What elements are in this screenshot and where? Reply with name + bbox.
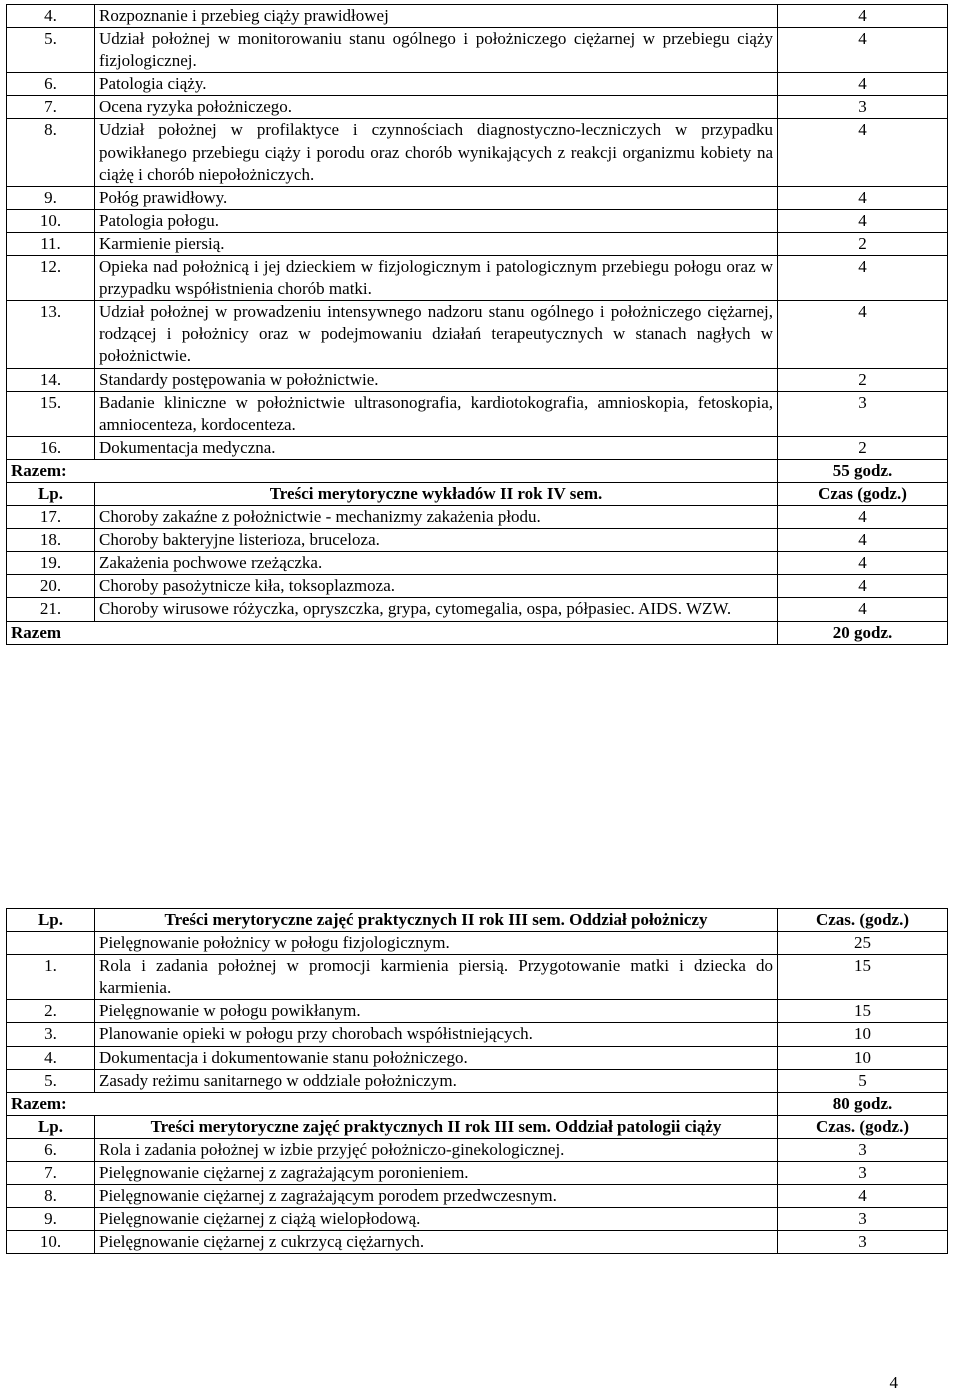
- practical1-row: [7, 955, 948, 1000]
- header-number: Lp.: [7, 909, 95, 932]
- lecture-row: [7, 436, 948, 459]
- row-number: 3.: [7, 1023, 95, 1046]
- row-number: 1.: [7, 955, 95, 1000]
- row-topic: Pielęgnowanie ciężarnej z ciążą wielopłodową.: [95, 1208, 778, 1231]
- row-hours: 2: [778, 436, 948, 459]
- row-hours: 2: [778, 368, 948, 391]
- row-hours: 4: [778, 1185, 948, 1208]
- row-topic: Patologia ciąży.: [95, 73, 778, 96]
- row-topic: Choroby wirusowe różyczka, opryszczka, grypa, cytomegalia, ospa, półpasiec. AIDS. WZW.: [95, 598, 778, 621]
- lecture-total-row: [7, 459, 948, 482]
- row-topic: Rola i zadania położnej w izbie przyjęć położniczo-ginekologicznej.: [95, 1138, 778, 1161]
- practical1-row: [7, 1000, 948, 1023]
- header-hours: Czas. (godz.): [778, 909, 948, 932]
- row-number: 21.: [7, 598, 95, 621]
- row-hours: 4: [778, 186, 948, 209]
- row-topic: Planowanie opieki w połogu przy chorobach współistniejących.: [95, 1023, 778, 1046]
- lecture-row: [7, 301, 948, 368]
- row-topic: Choroby bakteryjne listerioza, bruceloza.: [95, 529, 778, 552]
- lecture-table: [6, 4, 948, 645]
- row-number: 2.: [7, 1000, 95, 1023]
- row-hours: 3: [778, 1231, 948, 1254]
- lecture-row: [7, 368, 948, 391]
- row-topic: Zakażenia pochwowe rzeżączka.: [95, 552, 778, 575]
- row-number: 6.: [7, 1138, 95, 1161]
- row-topic: Karmienie piersią.: [95, 232, 778, 255]
- lecture-row: [7, 119, 948, 186]
- row-hours: 3: [778, 96, 948, 119]
- row-number: 9.: [7, 1208, 95, 1231]
- row-number: 14.: [7, 368, 95, 391]
- lecture2-row: [7, 529, 948, 552]
- practical2-row: [7, 1162, 948, 1185]
- row-topic: Choroby pasożytnicze kiła, toksoplazmoza.: [95, 575, 778, 598]
- row-hours: 4: [778, 119, 948, 186]
- lecture2-row: [7, 552, 948, 575]
- row-number: 20.: [7, 575, 95, 598]
- lecture-row: [7, 391, 948, 436]
- row-hours: 3: [778, 1138, 948, 1161]
- row-hours: 4: [778, 506, 948, 529]
- row-number: 9.: [7, 186, 95, 209]
- row-hours: 3: [778, 391, 948, 436]
- lecture-row: [7, 186, 948, 209]
- practical1-row: [7, 1069, 948, 1092]
- practical2-row: [7, 1138, 948, 1161]
- row-topic: Udział położnej w monitorowaniu stanu ogólnego i położniczego ciężarnej w przebiegu ciąży fizjologicznej.: [95, 28, 778, 73]
- row-number: 5.: [7, 28, 95, 73]
- practical1-row: [7, 932, 948, 955]
- total-value: 80 godz.: [778, 1092, 948, 1115]
- total-label: Razem: [7, 621, 778, 644]
- row-hours: 4: [778, 552, 948, 575]
- row-topic: Udział położnej w prowadzeniu intensywnego nadzoru stanu ogólnego i położniczego ciężarnej, rodzącej i położnicy oraz w podejmowaniu działań terapeutycznych w stanach nagłych w położnictwie.: [95, 301, 778, 368]
- row-hours: 4: [778, 73, 948, 96]
- header-number: Lp.: [7, 482, 95, 505]
- row-number: 12.: [7, 256, 95, 301]
- row-hours: 4: [778, 598, 948, 621]
- lecture-row: [7, 256, 948, 301]
- lecture2-total-row: [7, 621, 948, 644]
- header-topic: Treści merytoryczne zajęć praktycznych II rok III sem. Oddział patologii ciąży: [95, 1115, 778, 1138]
- row-topic: Zasady reżimu sanitarnego w oddziale położniczym.: [95, 1069, 778, 1092]
- row-number: 18.: [7, 529, 95, 552]
- row-number: 7.: [7, 1162, 95, 1185]
- row-number: 6.: [7, 73, 95, 96]
- row-hours: 4: [778, 28, 948, 73]
- row-hours: 4: [778, 5, 948, 28]
- practical2-row: [7, 1231, 948, 1254]
- row-number: 13.: [7, 301, 95, 368]
- row-topic: Ocena ryzyka położniczego.: [95, 96, 778, 119]
- practical1-header-row: [7, 909, 948, 932]
- header-number: Lp.: [7, 1115, 95, 1138]
- lecture2-row: [7, 506, 948, 529]
- practical-table: [6, 908, 948, 1254]
- header-hours: Czas. (godz.): [778, 1115, 948, 1138]
- lecture-row: [7, 5, 948, 28]
- row-hours: 3: [778, 1208, 948, 1231]
- row-topic: Połóg prawidłowy.: [95, 186, 778, 209]
- row-hours: 3: [778, 1162, 948, 1185]
- header-topic: Treści merytoryczne wykładów II rok IV sem.: [95, 482, 778, 505]
- row-topic: Opieka nad położnicą i jej dzieckiem w fizjologicznym i patologicznym przebiegu połogu oraz w przypadku współistnienia chorób matki.: [95, 256, 778, 301]
- total-label: Razem:: [7, 1092, 778, 1115]
- row-hours: 15: [778, 955, 948, 1000]
- row-topic: Pielęgnowanie położnicy w połogu fizjologicznym.: [95, 932, 778, 955]
- lecture2-header-row: [7, 482, 948, 505]
- practical2-row: [7, 1208, 948, 1231]
- row-hours: 2: [778, 232, 948, 255]
- lecture-row: [7, 232, 948, 255]
- row-topic: Rozpoznanie i przebieg ciąży prawidłowej: [95, 5, 778, 28]
- row-hours: 4: [778, 256, 948, 301]
- total-label: Razem:: [7, 459, 778, 482]
- row-hours: 10: [778, 1046, 948, 1069]
- row-number: 5.: [7, 1069, 95, 1092]
- row-number: 8.: [7, 1185, 95, 1208]
- practical1-total-row: [7, 1092, 948, 1115]
- row-topic: Pielęgnowanie ciężarnej z zagrażającym poronieniem.: [95, 1162, 778, 1185]
- row-hours: 10: [778, 1023, 948, 1046]
- row-topic: Patologia połogu.: [95, 209, 778, 232]
- lecture-row: [7, 96, 948, 119]
- lecture-row: [7, 209, 948, 232]
- header-hours: Czas (godz.): [778, 482, 948, 505]
- row-topic: Udział położnej w profilaktyce i czynnościach diagnostyczno-leczniczych w przypadku powikłanego przebiegu ciąży i porodu oraz chorób wynikających z reakcji organizmu kobiety na ciążę i chorób niepołożniczych.: [95, 119, 778, 186]
- row-hours: 4: [778, 301, 948, 368]
- row-hours: 4: [778, 209, 948, 232]
- row-number: 15.: [7, 391, 95, 436]
- row-topic: Dokumentacja i dokumentowanie stanu położniczego.: [95, 1046, 778, 1069]
- row-number: 10.: [7, 1231, 95, 1254]
- row-hours: 5: [778, 1069, 948, 1092]
- row-topic: Pielęgnowanie w połogu powikłanym.: [95, 1000, 778, 1023]
- row-number: 19.: [7, 552, 95, 575]
- total-value: 20 godz.: [778, 621, 948, 644]
- row-topic: Dokumentacja medyczna.: [95, 436, 778, 459]
- row-hours: 25: [778, 932, 948, 955]
- row-number: 16.: [7, 436, 95, 459]
- row-number: [7, 932, 95, 955]
- lecture-row: [7, 28, 948, 73]
- row-topic: Rola i zadania położnej w promocji karmienia piersią. Przygotowanie matki i dziecka do karmienia.: [95, 955, 778, 1000]
- row-topic: Pielęgnowanie ciężarnej z zagrażającym porodem przedwczesnym.: [95, 1185, 778, 1208]
- row-topic: Pielęgnowanie ciężarnej z cukrzycą ciężarnych.: [95, 1231, 778, 1254]
- lecture-row: [7, 73, 948, 96]
- row-hours: 4: [778, 575, 948, 598]
- header-topic: Treści merytoryczne zajęć praktycznych II rok III sem. Oddział położniczy: [95, 909, 778, 932]
- row-number: 17.: [7, 506, 95, 529]
- row-number: 11.: [7, 232, 95, 255]
- lecture2-row: [7, 575, 948, 598]
- row-topic: Choroby zakaźne z położnictwie - mechanizmy zakażenia płodu.: [95, 506, 778, 529]
- practical2-header-row: [7, 1115, 948, 1138]
- total-value: 55 godz.: [778, 459, 948, 482]
- lecture2-row: [7, 598, 948, 621]
- row-topic: Badanie kliniczne w położnictwie ultrasonografia, kardiotokografia, amnioskopia, fetoskopia, amniocenteza, kordocenteza.: [95, 391, 778, 436]
- row-number: 4.: [7, 1046, 95, 1069]
- practical2-row: [7, 1185, 948, 1208]
- row-hours: 4: [778, 529, 948, 552]
- practical1-row: [7, 1046, 948, 1069]
- row-hours: 15: [778, 1000, 948, 1023]
- row-number: 7.: [7, 96, 95, 119]
- page-number: 4: [889, 1373, 898, 1392]
- row-number: 8.: [7, 119, 95, 186]
- row-number: 4.: [7, 5, 95, 28]
- row-topic: Standardy postępowania w położnictwie.: [95, 368, 778, 391]
- row-number: 10.: [7, 209, 95, 232]
- practical1-row: [7, 1023, 948, 1046]
